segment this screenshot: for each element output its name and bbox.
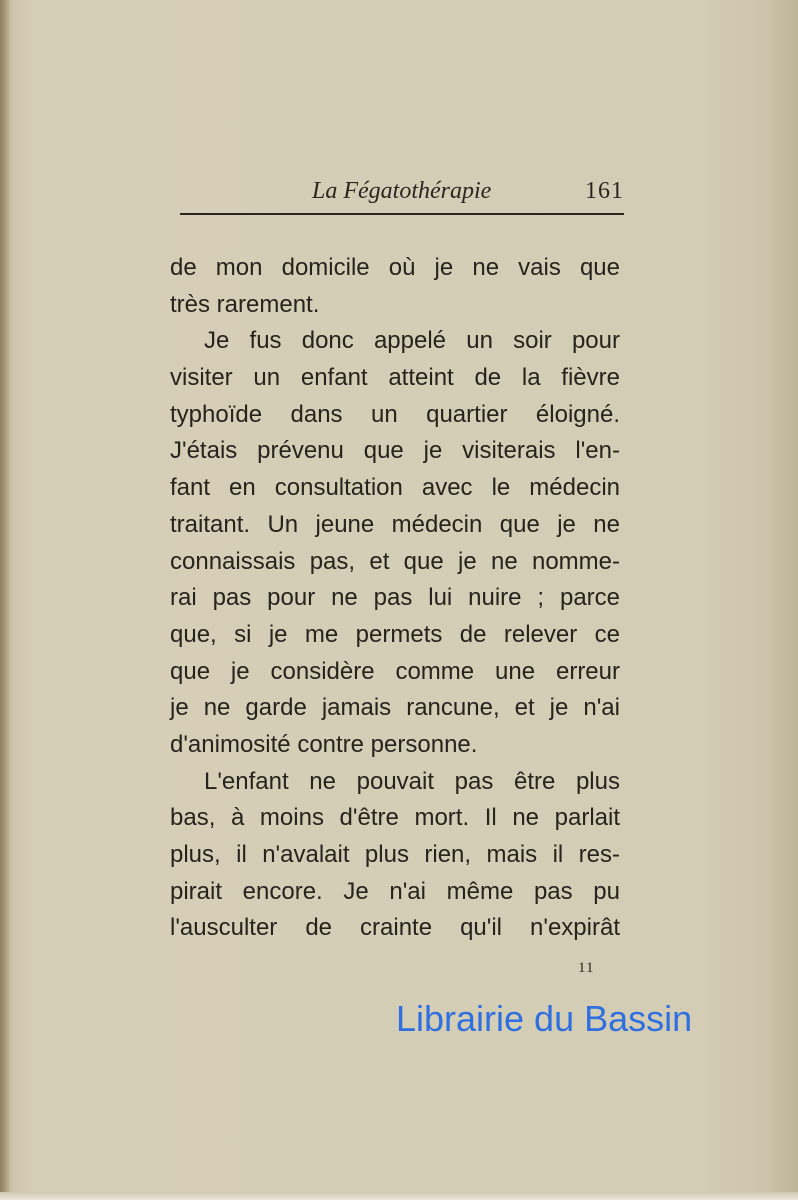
text-line: d'animosité contre personne. (170, 730, 478, 758)
bookseller-watermark: Librairie du Bassin (396, 998, 693, 1039)
header-rule (180, 213, 624, 215)
text-line: de mon domicile où je ne vais que (170, 254, 620, 281)
running-head (180, 170, 624, 210)
text-line: J'étais prévenu que je visiterais l'en- (170, 437, 620, 465)
page-number: 161 (585, 178, 624, 204)
text-line: typhoïde dans un quartier éloigné. (170, 400, 620, 428)
text-line: l'ausculter de crainte qu'il n'expirât (170, 914, 620, 942)
text-line: traitant. Un jeune médecin que je ne (170, 510, 620, 538)
page-bottom-edge (0, 1192, 798, 1200)
text-line: visiter un enfant atteint de la fièvre (170, 364, 620, 392)
text-line: je ne garde jamais rancune, et je n'ai (170, 694, 620, 722)
text-line: Je fus donc appelé un soir pour (204, 327, 620, 355)
signature-mark: 11 (578, 960, 595, 976)
text-line: pirait encore. Je n'ai même pas pu (170, 877, 620, 905)
text-line: plus, il n'avalait plus rien, mais il res- (170, 841, 620, 868)
text-line: très rarement. (170, 290, 320, 318)
text-line: L'enfant ne pouvait pas être plus (204, 767, 620, 795)
book-spine-edge (0, 0, 10, 1200)
body-text (170, 250, 620, 947)
text-line: rai pas pour ne pas lui nuire ; parce (170, 584, 620, 612)
text-line: bas, à moins d'être mort. Il ne parlait (170, 804, 620, 832)
text-line: fant en consultation avec le médecin (170, 474, 620, 502)
text-line: connaissais pas, et que je ne nomme- (170, 547, 620, 575)
text-line: que je considère comme une erreur (170, 657, 620, 685)
running-title: La Fégatothérapie (312, 178, 492, 204)
text-line: que, si je me permets de relever ce (170, 620, 620, 648)
